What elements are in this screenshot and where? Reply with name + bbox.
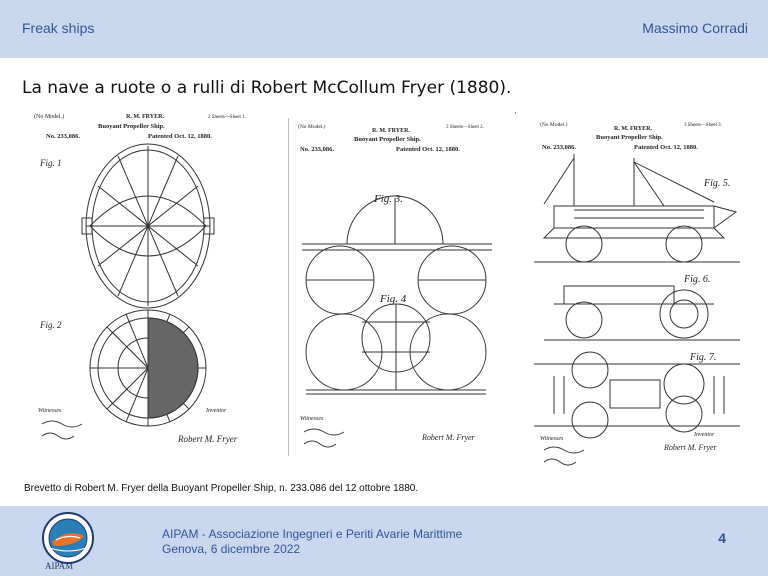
figure-caption: Brevetto di Robert M. Fryer della Buoyant Propeller Ship, n. 233.086 del 12 ottobre 1880. bbox=[24, 483, 419, 494]
patent-sheets: 3 Sheets—Sheet 2. bbox=[446, 125, 484, 130]
patent-drawing-3 bbox=[514, 114, 746, 476]
patent-subject: Buoyant Propeller Ship. bbox=[596, 134, 663, 141]
patent-drawing-1 bbox=[28, 106, 268, 456]
patent-date: Patented Oct. 12, 1880. bbox=[634, 144, 698, 151]
patent-subject: Buoyant Propeller Ship. bbox=[354, 136, 421, 143]
inventor-signature: Robert M. Fryer bbox=[422, 433, 475, 442]
patent-sheet-3 bbox=[514, 114, 746, 476]
patent-sheets: 2 Sheets—Sheet 1. bbox=[208, 115, 246, 120]
inventor-signature: Robert M. Fryer bbox=[178, 434, 238, 444]
page-number: 4 bbox=[718, 530, 726, 546]
divider bbox=[288, 118, 289, 456]
inventor-label: Inventor bbox=[694, 432, 715, 438]
event-date: Genova, 6 dicembre 2022 bbox=[162, 542, 301, 556]
patent-sheet-2 bbox=[292, 118, 502, 458]
organization-name: AIPAM - Associazione Ingegneri e Periti Avarie Marittime bbox=[162, 527, 463, 541]
witnesses-label: Witnesses bbox=[300, 416, 324, 422]
logo-text: AIPAM bbox=[45, 561, 74, 571]
patent-model: (No Model.) bbox=[540, 122, 568, 128]
figure-label: Fig. 7. bbox=[690, 352, 717, 363]
patent-model: (No Model.) bbox=[34, 114, 64, 120]
inventor-label: Inventor bbox=[206, 408, 227, 414]
patent-number: No. 233,086. bbox=[300, 146, 334, 153]
header-band bbox=[0, 0, 768, 58]
figure-label: Fig. 5. bbox=[704, 178, 731, 189]
patent-date: Patented Oct. 12, 1880. bbox=[396, 146, 460, 153]
figure-label: Fig. 1 bbox=[40, 158, 62, 168]
patent-inventor: R. M. FRYER. bbox=[614, 126, 652, 132]
figure-label: Fig. 4 bbox=[380, 293, 407, 305]
patent-number: No. 233,086. bbox=[46, 133, 80, 140]
footer-band bbox=[0, 506, 768, 576]
patent-inventor: R. M. FRYER. bbox=[372, 128, 410, 134]
author-name: Massimo Corradi bbox=[642, 20, 748, 36]
patent-subject: Buoyant Propeller Ship. bbox=[98, 123, 165, 130]
figure-label: Fig. 2 bbox=[40, 320, 62, 330]
patent-model: (No Model.) bbox=[298, 124, 326, 130]
figure-label: Fig. 3. bbox=[374, 193, 404, 205]
witness-signature-icon bbox=[42, 421, 82, 439]
witness-signature-icon bbox=[304, 429, 344, 447]
figure-label: Fig. 6. bbox=[684, 274, 711, 285]
patent-sheet-1 bbox=[28, 106, 268, 456]
patent-date: Patented Oct. 12, 1880. bbox=[148, 133, 212, 140]
patent-drawing-2 bbox=[292, 118, 502, 458]
slide-title: La nave a ruote o a rulli di Robert McCollum Fryer (1880). bbox=[22, 78, 512, 98]
patent-sheets: 3 Sheets—Sheet 3. bbox=[684, 123, 722, 128]
witnesses-label: Witnesses bbox=[38, 408, 62, 414]
section-title: Freak ships bbox=[22, 20, 95, 36]
inventor-signature: Robert M. Fryer bbox=[664, 443, 717, 452]
patent-number: No. 233,086. bbox=[542, 144, 576, 151]
witnesses-label: Witnesses bbox=[540, 436, 564, 442]
witness-signature-icon bbox=[544, 447, 584, 465]
patent-inventor: R. M. FRYER. bbox=[126, 114, 164, 120]
organization-info bbox=[162, 527, 462, 557]
